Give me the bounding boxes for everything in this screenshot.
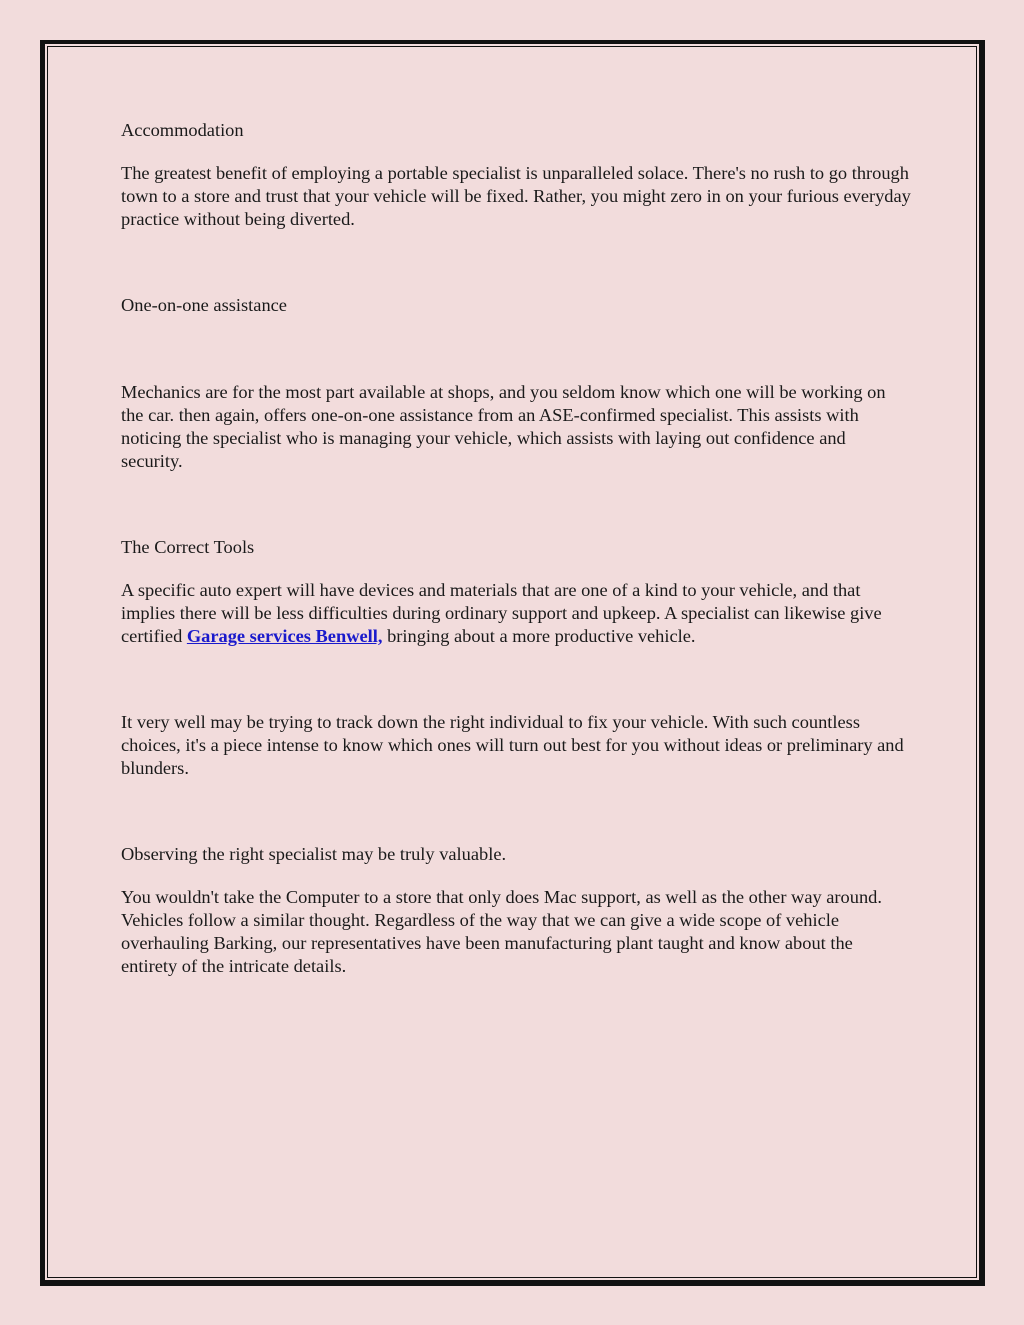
paragraph-observing-right-specialist: You wouldn't take the Computer to a store that only does Mac support, as well as the other way around. Vehicles follow a similar thought. Regardless of the way that we can give a wide scope of vehicle overhauling Barking, our representatives have been manufacturing plant taught and know about the entirety of the intricate details. xyxy=(121,887,882,976)
paragraph-accommodation: The greatest benefit of employing a portable specialist is unparalleled solace. There's no rush to go through town to a store and trust that your vehicle will be fixed. Rather, you might zero in on your furious everyday practice without being diverted. xyxy=(121,163,911,229)
heading-observing-right-specialist: Observing the right specialist may be truly valuable. xyxy=(121,844,507,864)
paragraph-correct-tools xyxy=(121,579,911,648)
paragraph-correct-tools-start: A specific auto expert will have devices and materials that are one of a kind to your vehicle, and that implies there will be less difficulties during ordinary support and upkeep. A specialist can likewise give certified xyxy=(121,580,882,646)
document-body xyxy=(121,119,911,978)
heading-one-on-one-assistance: One-on-one assistance xyxy=(121,295,287,315)
paragraph-finding-right-individual: It very well may be trying to track down the right individual to fix your vehicle. With such countless choices, it's a piece intense to know which ones will turn out best for you without ideas or preliminary and blunders. xyxy=(121,712,904,778)
paragraph-one-on-one-assistance: Mechanics are for the most part available at shops, and you seldom know which one will be working on the car. then again, offers one-on-one assistance from an ASE-confirmed specialist. This assists with noticing the specialist who is managing your vehicle, which assists with laying out confidence and security. xyxy=(121,382,886,471)
heading-accommodation: Accommodation xyxy=(121,120,244,140)
paragraph-correct-tools-end: bringing about a more productive vehicle. xyxy=(382,626,696,646)
heading-correct-tools: The Correct Tools xyxy=(121,537,255,557)
garage-services-benwell-link[interactable]: Garage services Benwell, xyxy=(186,626,383,646)
